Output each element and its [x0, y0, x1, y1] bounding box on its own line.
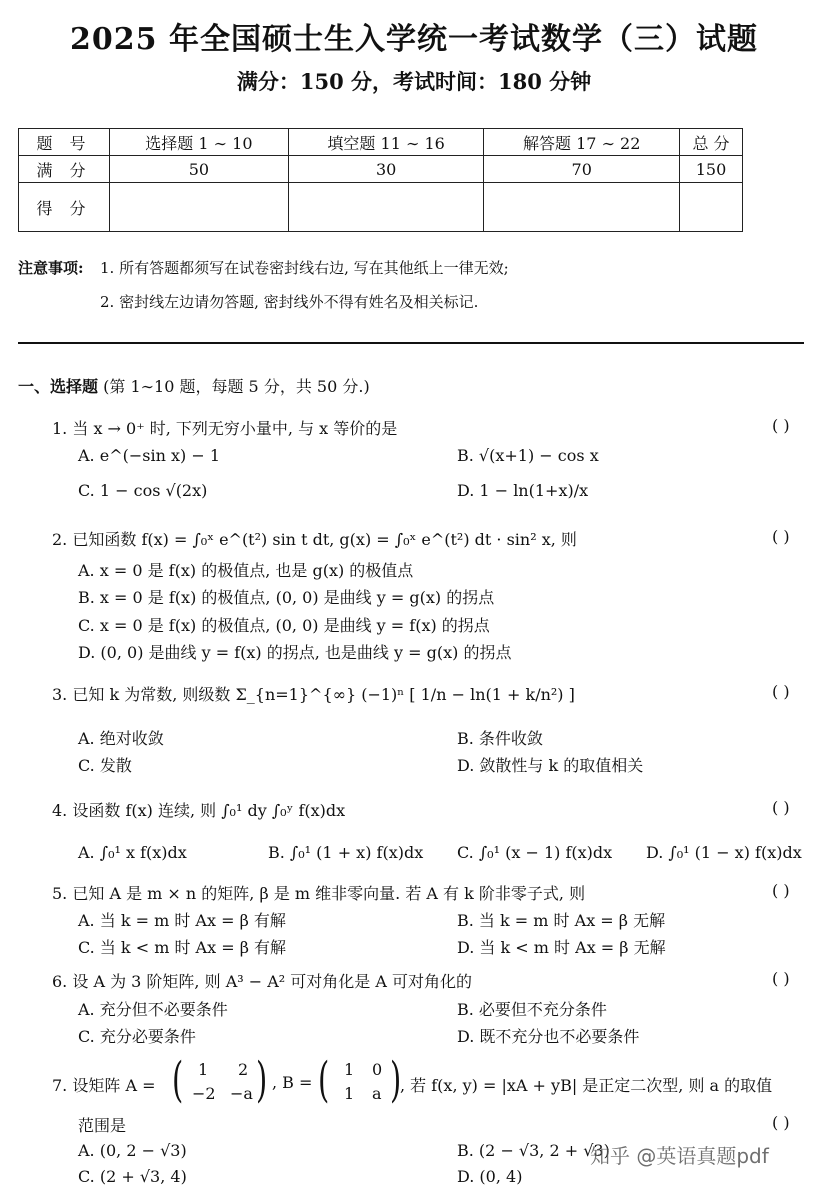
question-5-stem: 5. 已知 A 是 m × n 的矩阵, β 是 m 维非零向量. 若 A 有 k 阶非零子式, 则 — [52, 884, 586, 903]
question-6-stem: 6. 设 A 为 3 阶矩阵, 则 A³ − A² 可对角化是 A 可对角化的 — [52, 972, 473, 991]
question-3-option-a: A. 绝对收敛 — [78, 729, 164, 748]
question-2-option-c: C. x = 0 是 f(x) 的极值点, (0, 0) 是曲线 y = f(x) 的拐点 — [78, 616, 490, 635]
score-table-fullmarks-row — [19, 156, 743, 183]
question-4-option-d: D. ∫₀¹ (1 − x) f(x)dx — [646, 843, 802, 862]
matrix-a-cell: −a — [230, 1084, 253, 1103]
score-table-cell: 题 号 — [19, 129, 110, 156]
score-table-cell: 满 分 — [19, 156, 110, 183]
matrix-b — [318, 1052, 402, 1108]
matrix-a-cell: −2 — [192, 1084, 216, 1103]
question-1-stem: 1. 当 x → 0⁺ 时, 下列无穷小量中, 与 x 等价的是 — [52, 419, 398, 438]
question-5-option-d: D. 当 k < m 时 Ax = β 无解 — [457, 938, 666, 957]
answer-bracket: ( ) — [772, 416, 790, 435]
question-2-stem: 2. 已知函数 f(x) = ∫₀ˣ e^(t²) sin t dt, g(x) = ∫₀ˣ e^(t²) dt · sin² x, 则 — [52, 530, 577, 549]
score-table-cell: 得 分 — [19, 183, 110, 232]
question-7-option-d: D. (0, 4) — [457, 1167, 523, 1186]
question-3-stem: 3. 已知 k 为常数, 则级数 Σ_{n=1}^{∞} (−1)ⁿ [ 1/n − ln(1 + k/n²) ] — [52, 685, 575, 704]
score-table-cell: 70 — [484, 156, 680, 183]
question-5-option-c: C. 当 k < m 时 Ax = β 有解 — [78, 938, 287, 957]
question-1-option-a: A. e^(−sin x) − 1 — [78, 446, 220, 465]
notice-item-1: 1. 所有答题都须写在试卷密封线右边, 写在其他纸上一律无效; — [100, 259, 509, 277]
score-table-cell: 150 — [680, 156, 743, 183]
matrix-paren-right: ) — [390, 1052, 402, 1108]
score-entry-cell — [484, 183, 680, 232]
matrix-paren-right: ) — [256, 1052, 268, 1108]
question-7-option-c: C. (2 + √3, 4) — [78, 1167, 187, 1186]
score-table-cell: 总 分 — [680, 129, 743, 156]
question-1-option-d: D. 1 − ln(1+x)/x — [457, 481, 589, 500]
question-2-option-a: A. x = 0 是 f(x) 的极值点, 也是 g(x) 的极值点 — [78, 561, 414, 580]
matrix-paren-left: ( — [172, 1052, 184, 1108]
watermark-text: 知乎 @英语真题pdf — [590, 1144, 769, 1168]
question-3-option-b: B. 条件收敛 — [457, 729, 543, 748]
question-4-stem: 4. 设函数 f(x) 连续, 则 ∫₀¹ dy ∫₀ʸ f(x)dx — [52, 801, 346, 820]
answer-bracket: ( ) — [772, 798, 790, 817]
question-7-stem-suffix: , 若 f(x, y) = |xA + yB| 是正定二次型, 则 a 的取值 — [400, 1076, 773, 1095]
score-table — [18, 128, 743, 232]
question-7-option-b: B. (2 − √3, 2 + √3) — [457, 1141, 610, 1160]
question-1-option-b: B. √(x+1) − cos x — [457, 446, 599, 465]
score-table-score-row — [19, 183, 743, 232]
answer-bracket: ( ) — [772, 969, 790, 988]
answer-bracket: ( ) — [772, 881, 790, 900]
matrix-a — [172, 1052, 268, 1108]
score-entry-cell — [288, 183, 484, 232]
score-table-cell: 选择题 1 ∼ 10 — [110, 129, 289, 156]
question-4-option-b: B. ∫₀¹ (1 + x) f(x)dx — [268, 843, 424, 862]
notice-item-2: 2. 密封线左边请勿答题, 密封线外不得有姓名及相关标记. — [100, 293, 479, 311]
question-7-stem-line2: 范围是 — [78, 1116, 127, 1135]
question-1-option-c: C. 1 − cos √(2x) — [78, 481, 208, 500]
score-entry-cell — [110, 183, 289, 232]
question-6-option-c: C. 充分必要条件 — [78, 1027, 196, 1046]
question-7-option-a: A. (0, 2 − √3) — [78, 1141, 187, 1160]
matrix-b-cell: a — [372, 1084, 382, 1103]
answer-bracket: ( ) — [772, 527, 790, 546]
question-5-option-b: B. 当 k = m 时 Ax = β 无解 — [457, 911, 666, 930]
question-6-option-a: A. 充分但不必要条件 — [78, 1000, 228, 1019]
question-6-option-d: D. 既不充分也不必要条件 — [457, 1027, 640, 1046]
score-entry-cell — [680, 183, 743, 232]
question-4-option-a: A. ∫₀¹ x f(x)dx — [78, 843, 187, 862]
question-3-option-d: D. 敛散性与 k 的取值相关 — [457, 756, 644, 775]
question-5-option-a: A. 当 k = m 时 Ax = β 有解 — [78, 911, 286, 930]
answer-bracket: ( ) — [772, 1113, 790, 1132]
matrix-b-cell: 1 — [344, 1060, 355, 1079]
question-4-option-c: C. ∫₀¹ (x − 1) f(x)dx — [457, 843, 613, 862]
score-table-cell: 填空题 11 ∼ 16 — [288, 129, 484, 156]
exam-title: 2025 年全国硕士生入学统一考试数学（三）试题 — [70, 22, 758, 57]
matrix-a-cell: 2 — [238, 1060, 249, 1079]
question-2-option-b: B. x = 0 是 f(x) 的极值点, (0, 0) 是曲线 y = g(x) 的拐点 — [78, 588, 495, 607]
question-6-option-b: B. 必要但不充分条件 — [457, 1000, 607, 1019]
divider-line — [18, 342, 804, 344]
notice-label: 注意事项: — [18, 259, 84, 277]
matrix-b-cell: 0 — [372, 1060, 383, 1079]
matrix-paren-left: ( — [318, 1052, 330, 1108]
question-2-option-d: D. (0, 0) 是曲线 y = f(x) 的拐点, 也是曲线 y = g(x) 的拐点 — [78, 643, 512, 662]
score-table-header-row — [19, 129, 743, 156]
score-table-cell: 30 — [288, 156, 484, 183]
matrix-b-cell: 1 — [344, 1084, 355, 1103]
matrix-a-cell: 1 — [198, 1060, 209, 1079]
score-table-cell: 50 — [110, 156, 289, 183]
question-7-stem-prefix: 7. 设矩阵 A = — [52, 1076, 156, 1095]
section-heading: 一、选择题 (第 1∼10 题，每题 5 分，共 50 分.) — [18, 377, 370, 396]
question-7-stem-mid: , B = — [272, 1073, 313, 1092]
answer-bracket: ( ) — [772, 682, 790, 701]
score-table-cell: 解答题 17 ∼ 22 — [484, 129, 680, 156]
question-3-option-c: C. 发散 — [78, 756, 132, 775]
exam-subtitle: 满分：150 分，考试时间：180 分钟 — [236, 69, 592, 94]
